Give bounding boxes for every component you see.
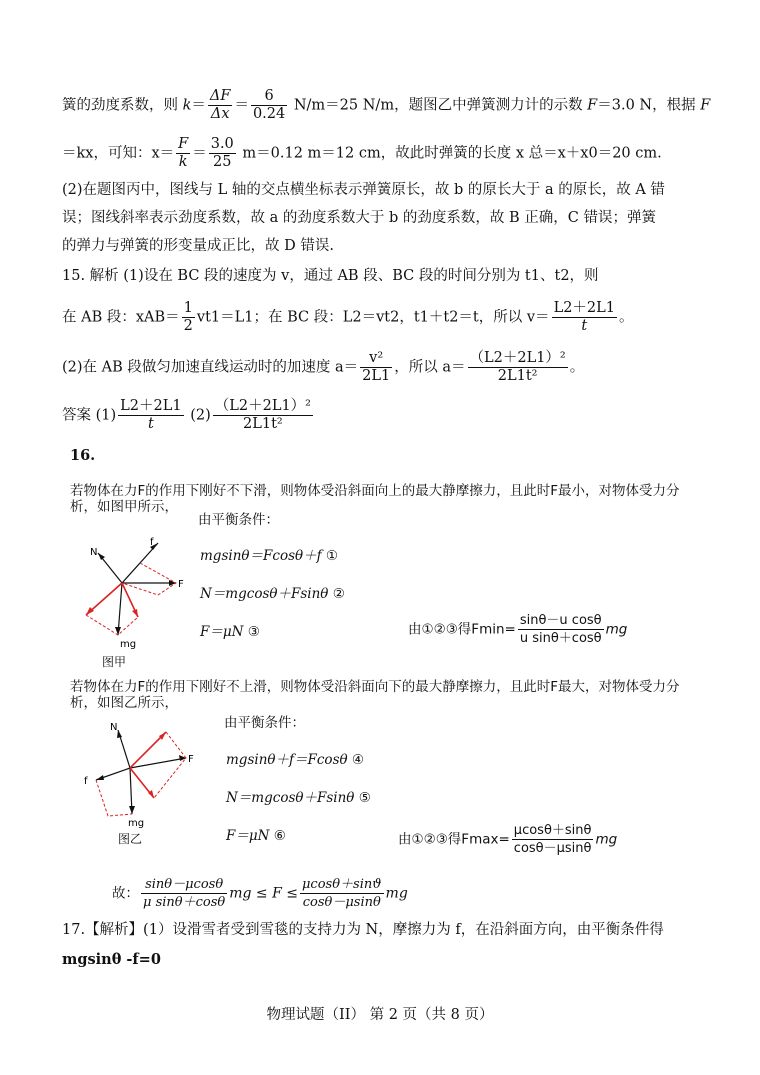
fraction: $\frac{L2+2L1}{t}$ (120, 398, 182, 432)
fraction: $\frac{\text{（L2＋2L1）²}}{\text{2L1t²}}$ (469, 350, 566, 384)
fraction: $\frac{\text{v²}}{2L1}$ (362, 350, 391, 384)
fraction: $\frac{\mu\cos\theta+\sin ϑ}{\cos\theta-\mu\sin\theta}$ (301, 877, 382, 910)
p16-number: 16. (70, 447, 96, 464)
result-fmin: 由①②③得Fmin= $\frac{\text{sinθ－u cosθ}}{\text{u sinθ＋cosθ}}$ mg (408, 613, 628, 646)
force-arrows (98, 543, 176, 635)
force-diagram-jia (80, 535, 200, 660)
p17-line-1: 17.【解析】(1）设滑雪者受到雪毯的支持力为 N，摩擦力为 f，在沿斜面方向，由平衡条件得 (62, 922, 664, 938)
label-N: N (90, 547, 98, 558)
p15-line-1: 15. 解析 (1)设在 BC 段的速度为 v，通过 AB 段、BC 段的时间分别为 t1、t2，则 (62, 268, 599, 284)
p15-answer: 答案 (1) $\frac{L2+2L1}{t}$ (2) $\frac{\text{（L2＋2L1）²}}{\text{2L1t²}}$ (62, 398, 311, 432)
equation-1: mgsinθ＝Fcosθ＋f ① (200, 548, 339, 564)
p16-case1-line-2: 析，如图甲所示， (70, 499, 178, 515)
p14-line-4: 误；图线斜率表示劲度系数，故 a 的劲度系数大于 b 的劲度系数，故 B 正确，C 错误；弹簧 (62, 210, 656, 226)
fraction: $\frac{F}{k}$ (178, 136, 189, 170)
p16-case2-line-2: 析，如图乙所示， (70, 695, 178, 711)
p14-line-2: ＝kx，可知：x＝ $\frac{F}{k}$ ＝ $\frac{3.0}{25}$ m＝0.12 m＝12 cm，故此时弹簧的长度 x 总＝x＋x0＝20 cm. (62, 136, 662, 170)
force-components (86, 583, 138, 617)
fraction: $\frac{\Delta F}{\Delta x}$ (209, 88, 231, 122)
fraction: $\frac{\text{sinθ－u cosθ}}{\text{u sinθ＋cosθ}}$ (519, 613, 602, 646)
equation-2: N＝mgcosθ＋Fsinθ ② (200, 586, 345, 602)
fraction: $\frac{6}{0.24}$ (252, 88, 286, 122)
label-N: N (110, 722, 118, 733)
p16-cond1: 由平衡条件： (198, 512, 279, 528)
p16-case2-line-1: 若物体在力F的作用下刚好不上滑，则物体受沿斜面向下的最大静摩擦力，且此时F最大，对物体受力分 (70, 679, 680, 695)
equation-6: F＝μN ⑥ (226, 828, 286, 844)
p15-line-3: (2)在 AB 段做匀加速直线运动时的加速度 a＝ $\frac{\text{v²}}{2L1}$ ，所以 a＝ $\frac{\text{（L2＋2L1）²}}{\text{2L1t²}}$ 。 (62, 350, 585, 384)
p16-cond2: 由平衡条件： (224, 715, 305, 731)
fraction: $\frac{3.0}{25}$ (210, 136, 234, 170)
fraction: $\frac{\text{（L2＋2L1）²}}{\text{2L1t²}}$ (214, 398, 311, 432)
label-f: f (150, 537, 154, 548)
fraction: $\frac{\sin\theta-\mu\cos\theta}{\text{μ sinθ＋cosθ}}$ (143, 877, 226, 910)
dashed-guides (96, 732, 186, 816)
p14-line-1: 簧的劲度系数，则 k＝ $\frac{\Delta F}{\Delta x}$ ＝ $\frac{6}{0.24}$ N/m＝25 N/m，题图乙中弹簧测力计的示数 F＝3.0 N，根据 F (62, 88, 711, 122)
label-f: f (84, 776, 88, 787)
p16-conclusion: 故： $\frac{\sin\theta-\mu\cos\theta}{\text{μ sinθ＋cosθ}}$ mg ≤ F ≤ $\frac{\mu\cos\theta+\sin ϑ}{\cos\theta-\mu\sin\theta}$ mg (112, 877, 408, 910)
fraction: $\frac{L2+2L1}{t}$ (553, 300, 615, 334)
p15-line-2: 在 AB 段：xAB＝ $\frac{1}{2}$ vt1＝L1；在 BC 段：L2＝vt2，t1＋t2＝t，所以 v＝ $\frac{L2+2L1}{t}$ 。 (62, 300, 634, 334)
p14-line-3: (2)在题图丙中，图线与 L 轴的交点横坐标表示弹簧原长，故 b 的原长大于 a 的原长，故 A 错 (62, 182, 665, 198)
equation-4: mgsinθ＋f＝Fcosθ ④ (226, 752, 365, 768)
fraction: $\frac{1}{2}$ (183, 300, 193, 334)
page-footer: 物理试题（II） 第 2 页（共 8 页） (266, 1007, 494, 1023)
label-F: F (188, 754, 194, 765)
equation-3: F＝μN ③ (200, 624, 260, 640)
fraction: $\frac{\mu\cos\theta+\sin\theta}{\cos\theta-\mu\sin\theta}$ (513, 823, 592, 856)
figure-label-jia: 图甲 (102, 655, 127, 669)
p14-line-5: 的弹力与弹簧的形变量成正比，故 D 错误. (62, 238, 334, 254)
force-arrows (96, 730, 186, 814)
label-mg: mg (128, 818, 145, 828)
label-mg: mg (120, 639, 137, 650)
figure-label-yi: 图乙 (118, 832, 143, 846)
equation-5: N＝mgcosθ＋Fsinθ ⑤ (226, 790, 371, 806)
force-diagram-yi (82, 718, 207, 828)
result-fmax: 由①②③得Fmax= $\frac{\mu\cos\theta+\sin\theta}{\cos\theta-\mu\sin\theta}$ mg (398, 823, 618, 856)
label-F: F (178, 579, 184, 590)
p16-case1-line-1: 若物体在力F的作用下刚好不下滑，则物体受沿斜面向上的最大静摩擦力，且此时F最小，对物体受力分 (70, 483, 680, 499)
p17-line-2: mgsinθ -f=0 (62, 951, 161, 968)
